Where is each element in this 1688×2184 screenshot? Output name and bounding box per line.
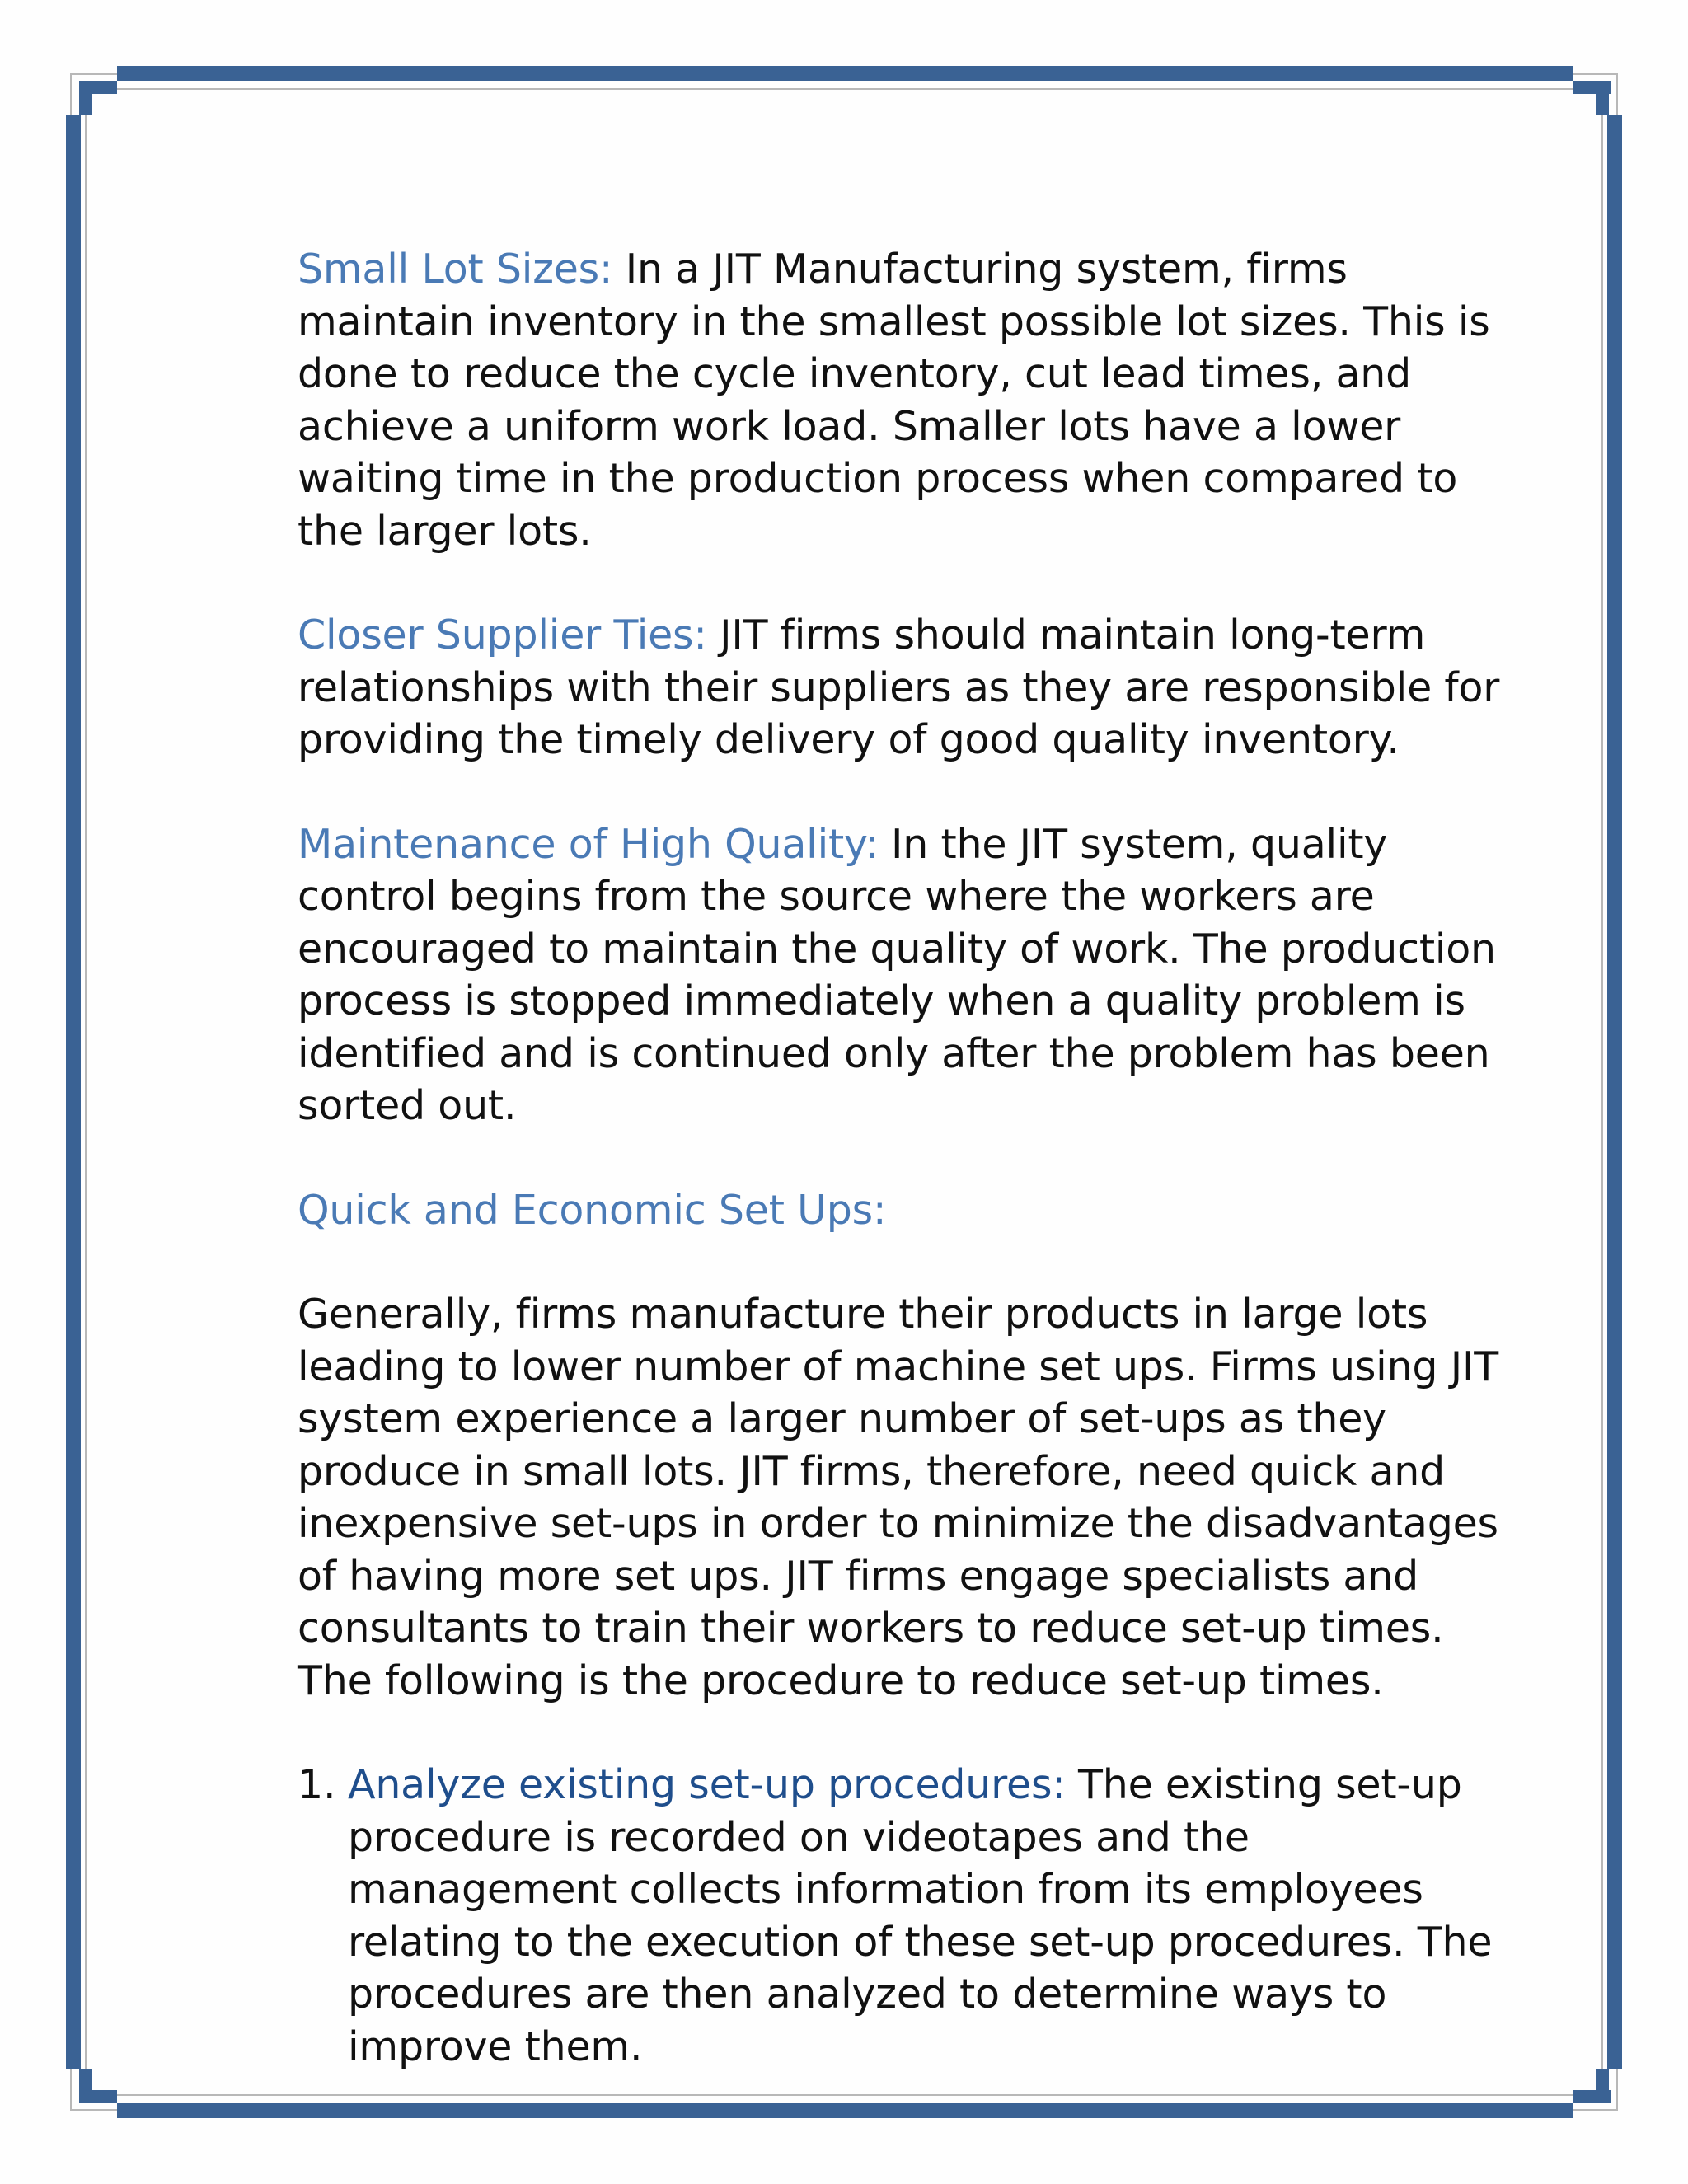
list-item xyxy=(298,1759,1501,2073)
list-item-text: The existing set-up procedure is recorded on videotapes and the management collects information from its employees relating to the execution of these set-up procedures. The procedures are then analyzed to determine ways to improve them. xyxy=(348,1761,1493,2070)
section-maintenance-of-high-quality xyxy=(298,818,1501,1132)
section-closer-supplier-ties xyxy=(298,609,1501,766)
section-text: In a JIT Manufacturing system, firms maintain inventory in the smallest possible lot sizes. This is done to reduce the cycle inventory, cut lead times, and achieve a uniform work load. Smaller lots have a lower waiting time in the production process when compared to the larger lots. xyxy=(298,246,1490,555)
setups-heading: Quick and Economic Set Ups: xyxy=(298,1186,887,1234)
section-heading: Closer Supplier Ties: xyxy=(298,612,707,658)
section-text: JIT firms should maintain long-term relationships with their suppliers as they are responsible for providing the timely delivery of good quality inventory. xyxy=(298,612,1500,763)
document-body xyxy=(298,243,1501,2073)
section-small-lot-sizes xyxy=(298,243,1501,557)
section-text: In the JIT system, quality control begins from the source where the workers are encouraged to maintain the quality of work. The production process is stopped immediately when a quality problem is identified and is continued only after the problem has been sorted out. xyxy=(298,820,1496,1129)
list-number: 1. xyxy=(298,1761,336,1808)
list-item-heading: Analyze existing set-up procedures: xyxy=(348,1761,1066,1808)
section-heading: Maintenance of High Quality: xyxy=(298,820,879,868)
procedure-list xyxy=(298,1759,1501,2073)
section-heading: Small Lot Sizes: xyxy=(298,246,613,293)
setups-text: Generally, firms manufacture their products in large lots leading to lower number of machine set ups. Firms using JIT system experience a larger number of set-ups as they produce in small lots. JIT firms, therefore, need quick and inexpensive set-ups in order to minimize the disadvantages of having more set ups. JIT firms engage specialists and consultants to train their workers to reduce set-up times. The following is the procedure to reduce set-up times. xyxy=(298,1291,1498,1704)
